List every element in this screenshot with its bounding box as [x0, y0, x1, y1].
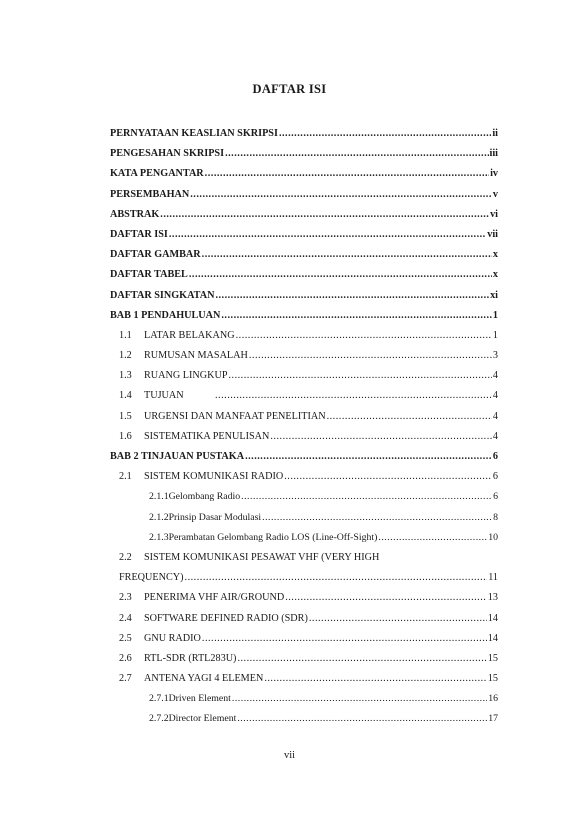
leader-dots	[215, 289, 489, 303]
toc-entry-label: 2.7.1Driven Element	[149, 693, 231, 705]
toc-entry-label: GNU RADIO	[144, 632, 201, 644]
toc-section-number: 1.1	[119, 329, 132, 341]
leader-dots	[284, 470, 492, 484]
toc-entry-page: 14	[487, 612, 498, 624]
leader-dots	[237, 712, 487, 726]
toc-entry-page: iv	[490, 168, 498, 180]
page-number: vii	[283, 750, 296, 761]
toc-subsection	[110, 531, 498, 551]
toc-section-number: 1.4	[119, 390, 132, 402]
toc-entry-label: DAFTAR TABEL	[110, 269, 188, 281]
toc-section	[110, 591, 498, 611]
toc-entry	[110, 127, 498, 147]
toc-section-number: 2.2	[119, 551, 132, 563]
leader-dots	[202, 248, 492, 262]
toc-entry	[110, 188, 498, 208]
toc-entry-label: DAFTAR SINGKATAN	[110, 289, 215, 301]
toc-entry-page: 15	[487, 652, 498, 664]
toc-section	[110, 369, 498, 389]
toc-entry-label: BAB 1 PENDAHULUAN	[110, 309, 221, 321]
toc-section	[110, 470, 498, 490]
toc-section	[110, 410, 498, 430]
toc-entry-label: BAB 2 TINJAUAN PUSTAKA	[110, 451, 245, 462]
toc-entry-page: 4	[492, 370, 498, 382]
toc-section-number: 2.1	[119, 471, 132, 483]
leader-dots	[202, 632, 487, 646]
toc-entry-label: 2.1.3Perambatan Gelombang Radio LOS (Line-Off-Sight)	[149, 531, 378, 543]
toc-section-number: 2.6	[119, 652, 132, 664]
toc-entry-page: v	[492, 188, 498, 200]
toc-entry-page: 6	[493, 491, 498, 503]
leader-dots	[169, 228, 486, 242]
toc-entry-page: 8	[493, 511, 498, 523]
toc-entry	[110, 167, 498, 187]
toc-entry-page: x	[492, 249, 498, 261]
toc-section	[110, 632, 498, 652]
toc-entry-label: RUANG LINGKUP	[144, 370, 228, 382]
toc-chapter	[110, 309, 498, 329]
toc-entry-page: ii	[492, 128, 498, 139]
leader-dots	[249, 349, 492, 363]
toc-subsection	[110, 692, 498, 712]
leader-dots	[185, 571, 488, 585]
toc-section-number: 2.3	[119, 592, 132, 604]
toc-section	[110, 389, 498, 409]
toc-entry	[110, 289, 498, 309]
leader-dots	[378, 531, 487, 545]
toc-section-number: 1.5	[119, 410, 132, 422]
leader-dots	[160, 208, 489, 222]
toc-entry	[110, 208, 498, 228]
toc-entry	[110, 228, 498, 248]
toc-section	[110, 612, 498, 632]
leader-dots	[241, 490, 492, 504]
toc-entry-label: PENERIMA VHF AIR/GROUND	[144, 592, 285, 604]
toc-section	[110, 672, 498, 692]
toc-entry-label: PERNYATAAN KEASLIAN SKRIPSI	[110, 128, 278, 139]
toc-subsection	[110, 712, 498, 732]
toc-section	[110, 652, 498, 672]
toc-entry-page: 10	[488, 531, 498, 543]
toc-entry-page: 4	[492, 410, 498, 422]
toc-section	[110, 551, 498, 571]
toc-section	[110, 349, 498, 369]
leader-dots	[190, 188, 492, 202]
toc-entry-page: 13	[487, 592, 498, 604]
page-title: DAFTAR ISI	[252, 82, 327, 96]
toc-entry-page: 17	[488, 713, 498, 725]
leader-dots	[228, 369, 491, 383]
toc-entry-page: 6	[492, 451, 498, 462]
toc-entry-page: 4	[492, 430, 498, 442]
toc-section	[110, 430, 498, 450]
toc-section-number: 2.4	[119, 612, 132, 624]
leader-dots	[262, 511, 492, 525]
leader-dots	[225, 147, 488, 161]
toc-entry-label: TUJUAN	[144, 390, 184, 402]
leader-dots	[270, 430, 492, 444]
toc-entry-label: SOFTWARE DEFINED RADIO (SDR)	[144, 612, 308, 624]
toc-entry-page: 16	[488, 693, 498, 705]
toc-entry-label: DAFTAR GAMBAR	[110, 249, 201, 261]
leader-dots	[236, 329, 492, 343]
leader-dots	[205, 167, 489, 181]
table-of-contents	[110, 127, 498, 733]
toc-entry-page: vi	[490, 208, 498, 220]
toc-subsection	[110, 490, 498, 510]
toc-entry-label: 2.7.2Director Element	[149, 713, 237, 725]
leader-dots	[237, 652, 486, 666]
toc-entry-page: 3	[492, 350, 498, 362]
toc-entry-label-cont: FREQUENCY)	[119, 572, 184, 584]
toc-entry-page: 6	[492, 471, 498, 483]
toc-entry-page: xi	[490, 289, 498, 301]
toc-entry-label: PERSEMBAHAN	[110, 188, 190, 200]
toc-section-continuation	[110, 571, 498, 591]
toc-section	[110, 329, 498, 349]
leader-dots	[285, 591, 487, 605]
toc-entry-label: 2.1.1Gelombang Radio	[149, 491, 241, 503]
toc-section-number: 2.5	[119, 632, 132, 644]
toc-entry-page: 4	[492, 390, 498, 402]
leader-dots	[232, 692, 487, 706]
leader-dots	[279, 127, 491, 141]
leader-dots	[327, 410, 492, 424]
toc-entry-page: 1	[492, 309, 498, 321]
toc-entry-label: ANTENA YAGI 4 ELEMEN	[144, 673, 264, 685]
toc-entry-page: 1	[492, 329, 498, 341]
toc-section-number: 1.6	[119, 430, 132, 442]
toc-entry-page: 14	[487, 632, 498, 644]
leader-dots	[189, 268, 492, 282]
toc-entry-label: RUMUSAN MASALAH	[144, 350, 248, 362]
toc-entry-label: LATAR BELAKANG	[144, 329, 235, 341]
toc-entry-label: DAFTAR ISI	[110, 228, 168, 240]
toc-entry-label: RTL-SDR (RTL283U)	[144, 652, 237, 664]
leader-dots	[309, 612, 487, 626]
toc-entry-page: x	[492, 269, 498, 281]
toc-entry-label: SISTEM KOMUNIKASI RADIO	[144, 471, 284, 483]
toc-entry-page: iii	[489, 148, 498, 160]
toc-entry	[110, 268, 498, 288]
toc-entry-label: SISTEM KOMUNIKASI PESAWAT VHF (VERY HIGH	[144, 551, 380, 563]
toc-entry-label: 2.1.2Prinsip Dasar Modulasi	[149, 511, 262, 523]
leader-dots	[221, 309, 492, 323]
toc-entry-page: vii	[487, 228, 498, 240]
toc-entry-label: URGENSI DAN MANFAAT PENELITIAN	[144, 410, 326, 422]
toc-entry-label: PENGESAHAN SKRIPSI	[110, 148, 225, 160]
leader-dots	[245, 450, 492, 464]
toc-entry	[110, 248, 498, 268]
toc-entry	[110, 147, 498, 167]
toc-subsection	[110, 511, 498, 531]
toc-entry-label: SISTEMATIKA PENULISAN	[144, 430, 270, 442]
toc-entry-page: 11	[488, 572, 498, 584]
toc-entry-label: ABSTRAK	[110, 208, 160, 220]
toc-section-number: 1.2	[119, 350, 132, 362]
toc-section-number: 1.3	[119, 370, 132, 382]
leader-dots	[215, 389, 492, 403]
toc-entry-page: 15	[487, 673, 498, 685]
leader-dots	[264, 672, 487, 686]
toc-entry-label: KATA PENGANTAR	[110, 168, 204, 180]
toc-chapter	[110, 450, 498, 470]
toc-section-number: 2.7	[119, 673, 132, 685]
